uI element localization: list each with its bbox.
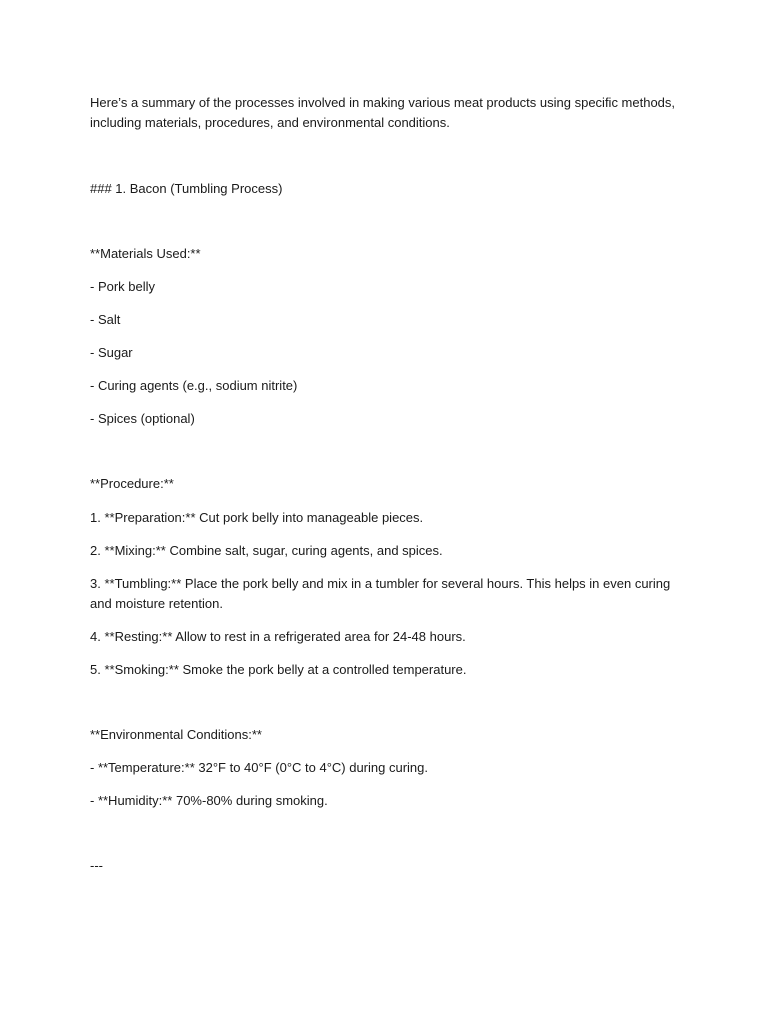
materials-heading: **Materials Used:**: [90, 246, 201, 261]
procedure-step: 1. **Preparation:** Cut pork belly into manageable pieces.: [90, 510, 424, 525]
procedure-step: 4. **Resting:** Allow to rest in a refrigerated area for 24-48 hours.: [90, 629, 466, 644]
procedure-step: 2. **Mixing:** Combine salt, sugar, curing agents, and spices.: [90, 543, 443, 558]
procedure-step: 3. **Tumbling:** Place the pork belly and mix in a tumbler for several hours. This helps in even curing and moisture retention.: [90, 576, 674, 611]
section-heading: ### 1. Bacon (Tumbling Process): [90, 181, 283, 196]
materials-item: - Pork belly: [90, 279, 156, 294]
environment-item: - **Humidity:** 70%-80% during smoking.: [90, 793, 328, 808]
procedure-step: 5. **Smoking:** Smoke the pork belly at a controlled temperature.: [90, 662, 467, 677]
section-separator: ---: [90, 858, 103, 873]
materials-item: - Spices (optional): [90, 411, 195, 426]
materials-item: - Sugar: [90, 345, 133, 360]
intro-paragraph: Here’s a summary of the processes involved in making various meat products using specific methods, including materials, procedures, and environmental conditions.: [90, 95, 679, 130]
materials-item: - Salt: [90, 312, 121, 327]
environment-item: - **Temperature:** 32°F to 40°F (0°C to 4°C) during curing.: [90, 760, 428, 775]
environment-heading: **Environmental Conditions:**: [90, 727, 262, 742]
procedure-heading: **Procedure:**: [90, 476, 174, 491]
materials-item: - Curing agents (e.g., sodium nitrite): [90, 378, 298, 393]
